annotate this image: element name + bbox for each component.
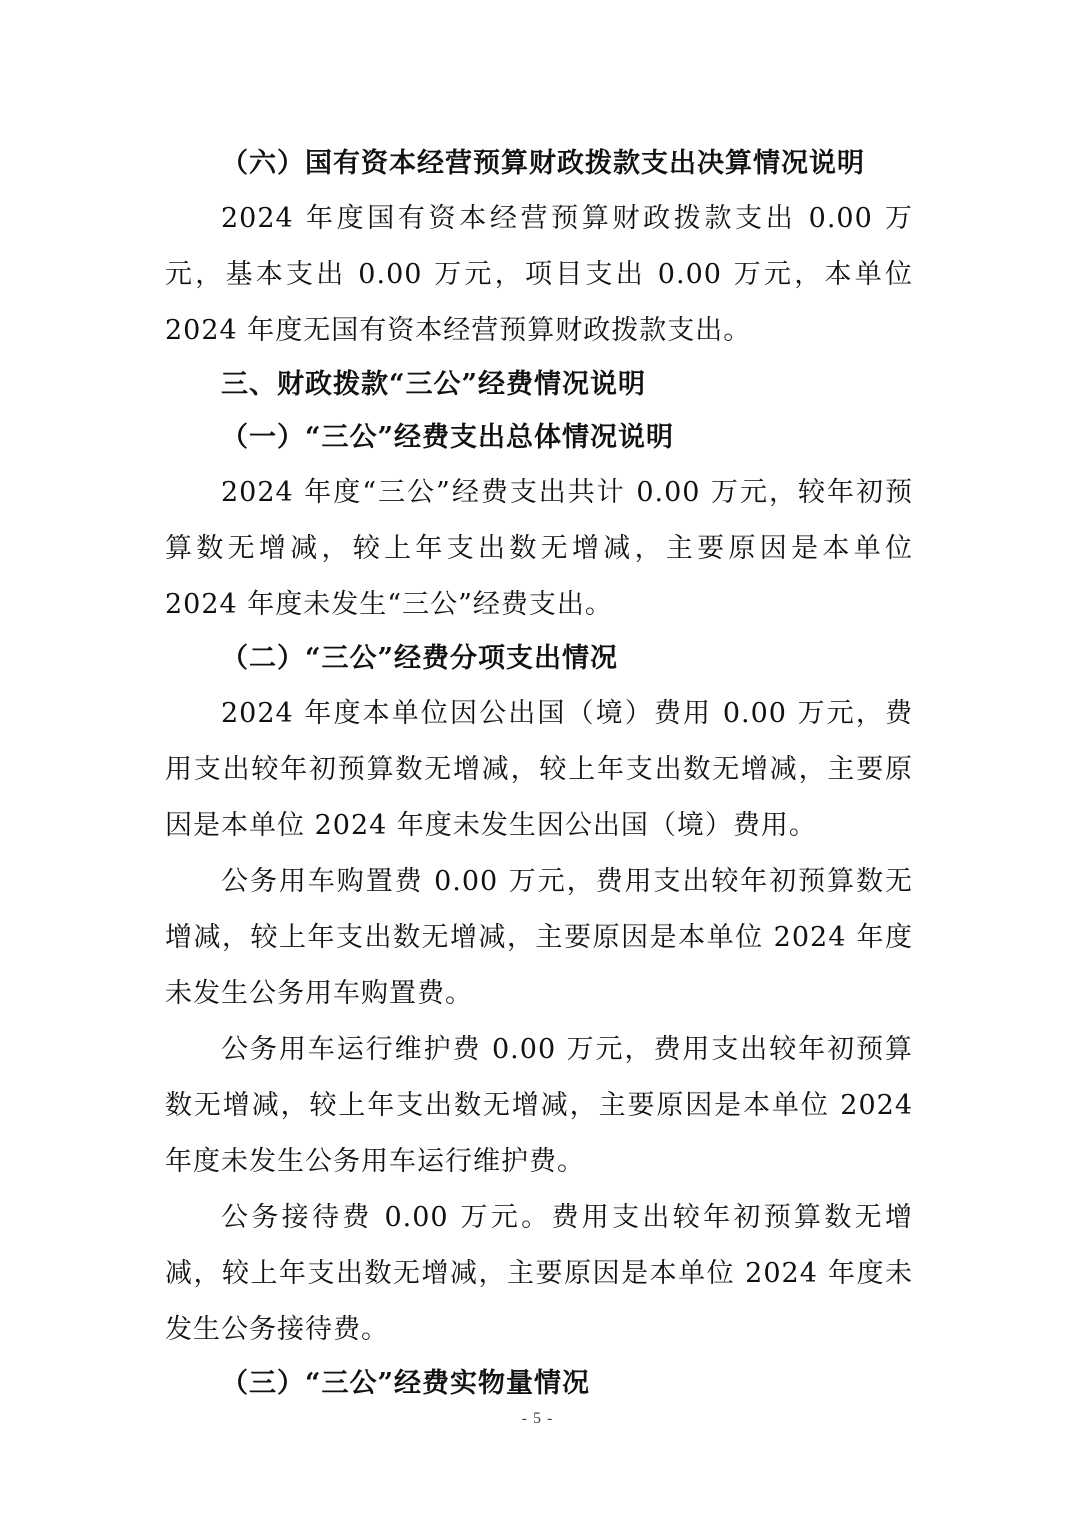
section-heading-physical-quantity: （三）“三公”经费实物量情况 — [221, 1368, 591, 1399]
section-heading-state-capital-budget: （六）国有资本经营预算财政拨款支出决算情况说明 — [221, 148, 865, 179]
page-number: - 5 - — [521, 1410, 554, 1427]
paragraph-vehicle-maintenance: 公务用车运行维护费 0.00 万元，费用支出较年初预算数无增减，较上年支出数无增减，主要原因是本单位 2024 年度未发生公务用车运行维护费。 — [165, 1034, 913, 1177]
paragraph-state-capital-budget: 2024 年度国有资本经营预算财政拨款支出 0.00 万元，基本支出 0.00 万元，项目支出 0.00 万元，本单位 2024 年度无国有资本经营预算财政拨款支出。 — [165, 203, 913, 346]
section-heading-itemized-expenses: （二）“三公”经费分项支出情况 — [221, 643, 619, 674]
section-heading-overall-three-public: （一）“三公”经费支出总体情况说明 — [221, 422, 675, 453]
paragraph-vehicle-purchase: 公务用车购置费 0.00 万元，费用支出较年初预算数无增减，较上年支出数无增减，主要原因是本单位 2024 年度未发生公务用车购置费。 — [165, 866, 913, 1009]
chapter-heading-three-public-expenses: 三、财政拨款“三公”经费情况说明 — [221, 369, 647, 400]
paragraph-overseas-travel: 2024 年度本单位因公出国（境）费用 0.00 万元，费用支出较年初预算数无增减，较上年支出数无增减，主要原因是本单位 2024 年度未发生因公出国（境）费用。 — [165, 698, 913, 841]
paragraph-official-reception: 公务接待费 0.00 万元。费用支出较年初预算数无增减，较上年支出数无增减，主要原因是本单位 2024 年度未发生公务接待费。 — [165, 1202, 913, 1345]
document-body — [165, 138, 913, 1411]
paragraph-overall-three-public: 2024 年度“三公”经费支出共计 0.00 万元，较年初预算数无增减，较上年支出数无增减，主要原因是本单位 2024 年度未发生“三公”经费支出。 — [165, 477, 913, 620]
